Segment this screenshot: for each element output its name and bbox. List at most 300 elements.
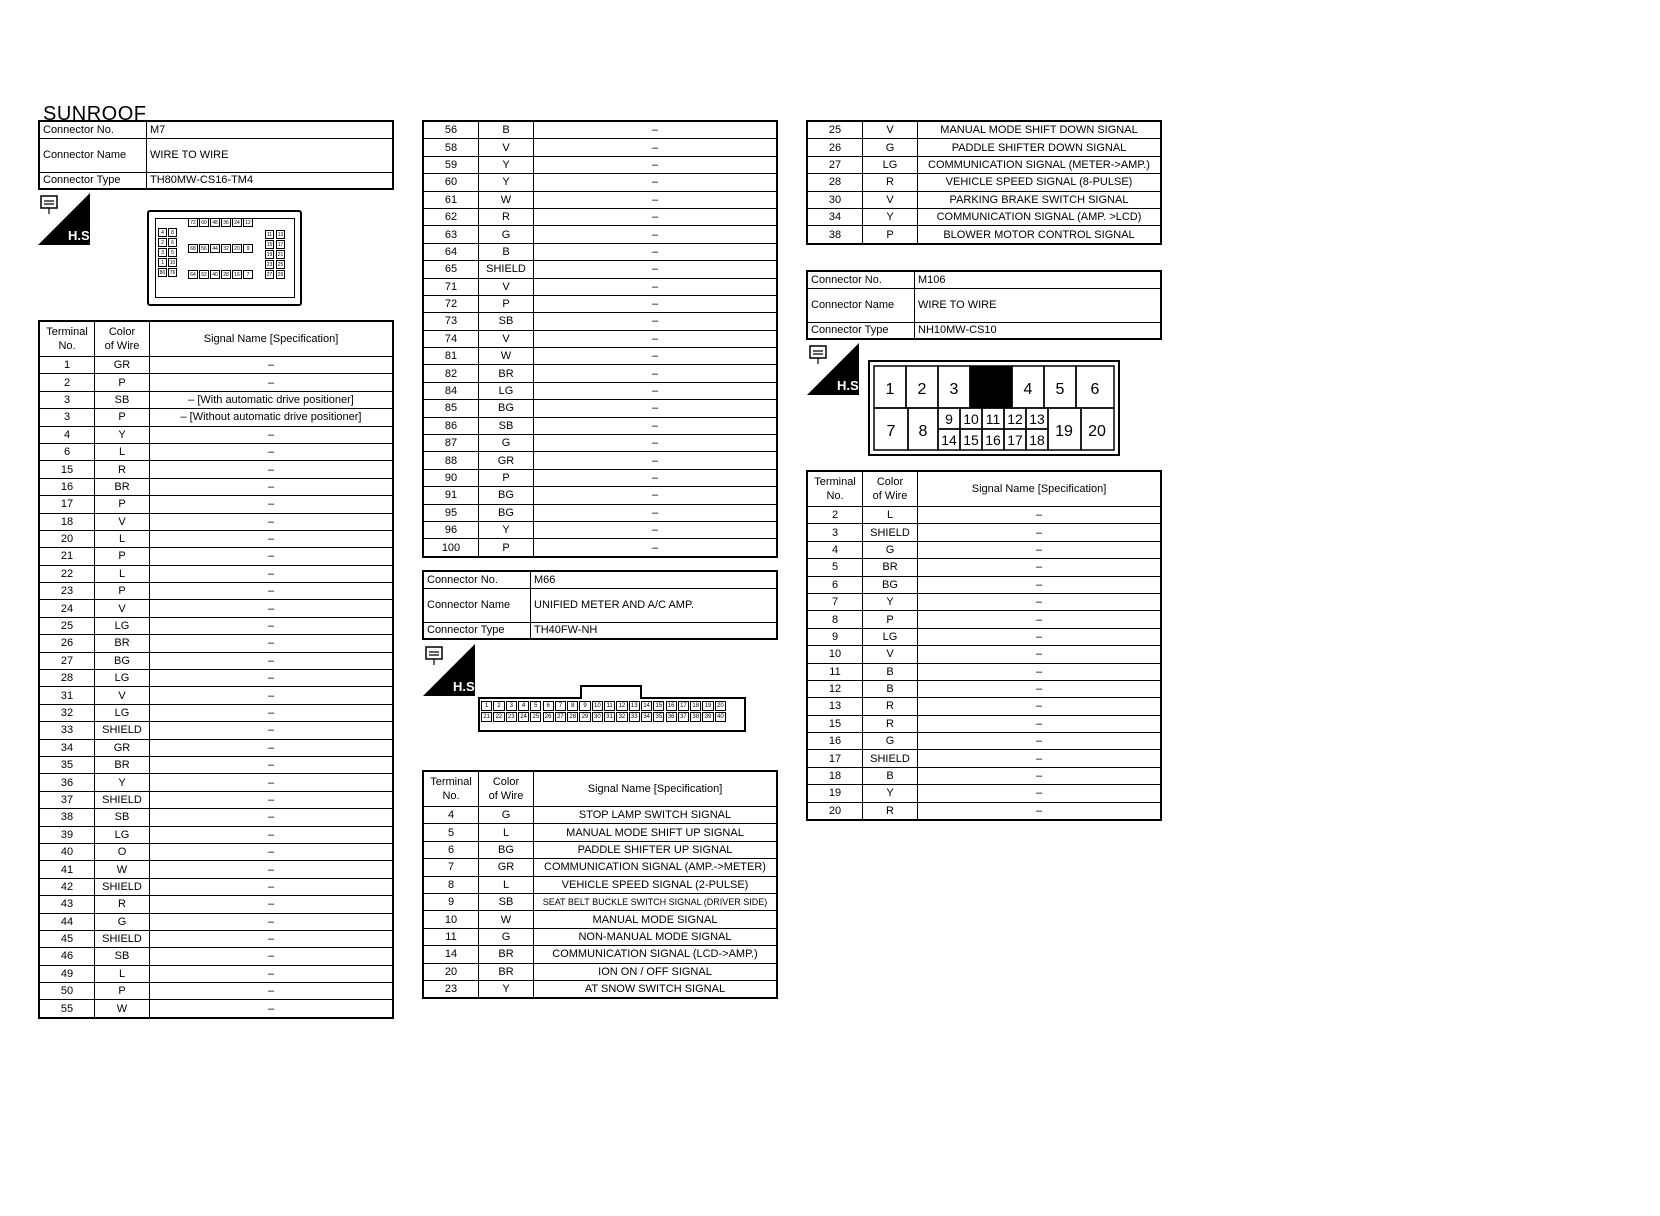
table-row: [807, 767, 1161, 784]
signal-cell: –: [150, 983, 394, 1000]
color-cell: LG: [95, 704, 150, 721]
color-cell: BG: [479, 487, 534, 504]
m66-pin: 33: [629, 712, 640, 722]
m106-pin: 17: [1007, 432, 1023, 448]
signal-cell: –: [150, 548, 394, 565]
color-cell: W: [95, 861, 150, 878]
color-cell: P: [479, 539, 534, 557]
signal-cell: –: [534, 348, 778, 365]
table-row: [423, 295, 777, 312]
m106-pin: 14: [941, 432, 957, 448]
color-cell: G: [479, 928, 534, 945]
color-cell: BG: [95, 652, 150, 669]
m66-pin: 35: [653, 712, 664, 722]
terminal-cell: 44: [39, 913, 95, 930]
connector-name-value: WIRE TO WIRE: [147, 138, 394, 172]
terminal-cell: 50: [39, 983, 95, 1000]
signal-cell: –: [534, 295, 778, 312]
terminal-cell: 63: [423, 226, 479, 243]
m7-pin: 21: [277, 252, 284, 258]
signal-cell: –: [534, 156, 778, 173]
terminal-cell: 19: [807, 785, 863, 802]
color-cell: L: [95, 965, 150, 982]
terminal-cell: 62: [423, 208, 479, 225]
m106-signal-table: [806, 470, 1162, 821]
page-title: SUNROOF: [43, 103, 147, 125]
terminal-cell: 3: [807, 524, 863, 541]
terminal-cell: 56: [423, 121, 479, 139]
m7-pin: 19: [266, 252, 273, 258]
signal-cell: –: [918, 733, 1162, 750]
harness-side-icon: [807, 343, 863, 395]
terminal-cell: 17: [807, 750, 863, 767]
color-cell: Y: [479, 174, 534, 191]
terminal-cell: 61: [423, 191, 479, 208]
table-row: [423, 156, 777, 173]
m7-pin: 52: [199, 270, 209, 279]
color-cell: LG: [863, 156, 918, 173]
terminal-cell: 86: [423, 417, 479, 434]
table-row: [39, 670, 393, 687]
m66-pin: 17: [678, 701, 689, 711]
m106-pin: 13: [1029, 411, 1045, 427]
signal-cell: –: [150, 426, 394, 443]
table-row: [39, 878, 393, 895]
signal-cell: –: [918, 750, 1162, 767]
signal-cell: COMMUNICATION SIGNAL (METER->AMP.): [918, 156, 1162, 173]
signal-cell: BLOWER MOTOR CONTROL SIGNAL: [918, 226, 1162, 244]
color-cell: W: [479, 911, 534, 928]
signal-cell: PADDLE SHIFTER DOWN SIGNAL: [918, 139, 1162, 156]
m7-pin: 68: [188, 244, 198, 253]
m7-pin: 6: [168, 238, 177, 247]
terminal-cell: 4: [39, 426, 95, 443]
terminal-cell: 42: [39, 878, 95, 895]
hs-label: H.S.: [837, 378, 863, 393]
table-row: [39, 617, 393, 634]
table-row: [807, 121, 1161, 139]
signal-cell: –: [918, 611, 1162, 628]
terminal-cell: 14: [423, 946, 479, 963]
color-cell: L: [479, 824, 534, 841]
m7-pin: 64: [188, 270, 198, 279]
m7-pin: 20: [232, 244, 242, 253]
table-row: [423, 191, 777, 208]
terminal-cell: 34: [807, 208, 863, 225]
terminal-cell: 46: [39, 948, 95, 965]
color-cell: P: [95, 583, 150, 600]
m7-pin: 60: [199, 218, 209, 227]
color-cell: LG: [95, 670, 150, 687]
signal-cell: ION ON / OFF SIGNAL: [534, 963, 778, 980]
m66-pin: 32: [616, 712, 627, 722]
table-row: [423, 946, 777, 963]
terminal-cell: 58: [423, 139, 479, 156]
m7-pin: 12: [243, 218, 253, 227]
m66-pin: 27: [555, 712, 566, 722]
table-row: [39, 600, 393, 617]
color-cell: G: [95, 913, 150, 930]
color-cell: L: [95, 530, 150, 547]
signal-cell: –: [918, 698, 1162, 715]
table-row: [423, 417, 777, 434]
terminal-header: Terminal No.: [39, 321, 95, 357]
connector-name-label: Connector Name: [423, 588, 531, 622]
m7-pin: 24: [232, 218, 242, 227]
signal-cell: –: [534, 261, 778, 278]
signal-cell: –: [534, 278, 778, 295]
m66-pin: 37: [678, 712, 689, 722]
m66-pin: 39: [702, 712, 713, 722]
color-cell: V: [95, 687, 150, 704]
terminal-cell: 38: [39, 809, 95, 826]
table-row: [39, 357, 393, 374]
m106-pin: 9: [945, 411, 953, 427]
table-row: [807, 628, 1161, 645]
color-cell: L: [95, 443, 150, 460]
terminal-cell: 21: [39, 548, 95, 565]
harness-side-icon: [38, 193, 94, 245]
signal-cell: –: [918, 646, 1162, 663]
terminal-cell: 10: [423, 911, 479, 928]
table-row: [39, 739, 393, 756]
signal-cell: –: [150, 617, 394, 634]
table-row: [807, 733, 1161, 750]
terminal-cell: 30: [807, 191, 863, 208]
color-cell: P: [95, 374, 150, 391]
signal-cell: –: [918, 524, 1162, 541]
terminal-cell: 11: [423, 928, 479, 945]
table-row: [39, 443, 393, 460]
terminal-cell: 84: [423, 382, 479, 399]
terminal-cell: 15: [807, 715, 863, 732]
table-row: [807, 593, 1161, 610]
table-row: [39, 983, 393, 1000]
signal-cell: –: [534, 174, 778, 191]
connector-name-label: Connector Name: [807, 288, 915, 322]
terminal-cell: 37: [39, 791, 95, 808]
color-cell: BR: [95, 635, 150, 652]
connector-no-label: Connector No.: [807, 271, 915, 288]
signal-cell: –: [150, 722, 394, 739]
table-row: [39, 1000, 393, 1018]
terminal-cell: 25: [39, 617, 95, 634]
terminal-cell: 16: [39, 478, 95, 495]
terminal-cell: 39: [39, 826, 95, 843]
signal-cell: PARKING BRAKE SWITCH SIGNAL: [918, 191, 1162, 208]
signal-cell: –: [534, 243, 778, 260]
color-cell: R: [863, 174, 918, 191]
signal-cell: –: [150, 443, 394, 460]
terminal-cell: 45: [39, 930, 95, 947]
signal-cell: –: [150, 930, 394, 947]
table-row: [39, 548, 393, 565]
terminal-cell: 9: [807, 628, 863, 645]
table-row: [423, 121, 777, 139]
connector-type-value: TH80MW-CS16-TM4: [147, 172, 394, 189]
signal-cell: –: [150, 583, 394, 600]
m66-pin: 36: [666, 712, 677, 722]
table-row: [423, 841, 777, 858]
signal-cell: MANUAL MODE SIGNAL: [534, 911, 778, 928]
terminal-cell: 22: [39, 565, 95, 582]
terminal-cell: 64: [423, 243, 479, 260]
m66-pin: 22: [493, 712, 504, 722]
color-cell: LG: [95, 617, 150, 634]
signal-cell: –: [534, 365, 778, 382]
color-cell: P: [863, 611, 918, 628]
m66-pin: 31: [604, 712, 615, 722]
m7-pin: 32: [221, 244, 231, 253]
m7-pin: 56: [199, 244, 209, 253]
m106-connector-diagram: [868, 360, 1120, 456]
signal-cell: –: [534, 539, 778, 557]
table-row: [423, 980, 777, 998]
color-cell: L: [95, 565, 150, 582]
m106-pin: 7: [886, 423, 896, 440]
signal-cell: –: [918, 663, 1162, 680]
terminal-cell: 8: [807, 611, 863, 628]
m7-pin: 5: [168, 248, 177, 257]
table-row: [39, 496, 393, 513]
color-cell: P: [479, 469, 534, 486]
terminal-cell: 74: [423, 330, 479, 347]
table-row: [423, 911, 777, 928]
m66-pin: 5: [530, 701, 541, 711]
table-row: [807, 208, 1161, 225]
color-cell: P: [95, 983, 150, 1000]
terminal-cell: 95: [423, 504, 479, 521]
signal-header: Signal Name [Specification]: [534, 771, 778, 807]
signal-cell: –: [150, 478, 394, 495]
signal-cell: –: [150, 357, 394, 374]
terminal-cell: 35: [39, 756, 95, 773]
color-cell: V: [863, 646, 918, 663]
m66-pin: 9: [579, 701, 590, 711]
signal-cell: –: [150, 530, 394, 547]
terminal-cell: 10: [807, 646, 863, 663]
table-row: [807, 156, 1161, 173]
table-row: [807, 576, 1161, 593]
signal-cell: –: [534, 469, 778, 486]
color-cell: BR: [95, 756, 150, 773]
m66-pin: 12: [616, 701, 627, 711]
signal-cell: –: [918, 541, 1162, 558]
color-cell: W: [479, 348, 534, 365]
color-cell: W: [95, 1000, 150, 1018]
color-cell: R: [863, 698, 918, 715]
signal-cell: –: [534, 121, 778, 139]
connector-no-value: M7: [147, 121, 394, 138]
terminal-cell: 33: [39, 722, 95, 739]
m7-pin: 80: [159, 270, 166, 276]
m7-pin: 76: [169, 270, 176, 276]
color-cell: V: [479, 330, 534, 347]
table-row: [39, 652, 393, 669]
m106-pin: 2: [917, 381, 927, 398]
table-row: [423, 365, 777, 382]
color-cell: LG: [863, 628, 918, 645]
signal-cell: NON-MANUAL MODE SIGNAL: [534, 928, 778, 945]
table-row: [39, 948, 393, 965]
table-row: [423, 521, 777, 538]
terminal-cell: 38: [807, 226, 863, 244]
color-cell: SHIELD: [95, 791, 150, 808]
table-row: [39, 913, 393, 930]
m7-pin: 44: [210, 244, 220, 253]
signal-cell: –: [534, 330, 778, 347]
table-row: [39, 391, 393, 408]
m66-pin: 21: [481, 712, 492, 722]
connector-no-value: M66: [531, 571, 778, 588]
terminal-cell: 23: [423, 980, 479, 998]
terminal-cell: 60: [423, 174, 479, 191]
table-row: [807, 802, 1161, 820]
terminal-cell: 65: [423, 261, 479, 278]
signal-cell: MANUAL MODE SHIFT UP SIGNAL: [534, 824, 778, 841]
color-cell: BR: [95, 478, 150, 495]
terminal-cell: 85: [423, 400, 479, 417]
color-cell: R: [95, 461, 150, 478]
color-cell: V: [863, 191, 918, 208]
color-cell: P: [95, 496, 150, 513]
terminal-cell: 2: [807, 507, 863, 524]
m66-pin: 29: [579, 712, 590, 722]
m66-pin: 11: [604, 701, 615, 711]
table-row: [423, 400, 777, 417]
signal-cell: VEHICLE SPEED SIGNAL (8-PULSE): [918, 174, 1162, 191]
signal-cell: COMMUNICATION SIGNAL (LCD->AMP.): [534, 946, 778, 963]
m66-signal-table: [422, 770, 778, 999]
terminal-cell: 36: [39, 774, 95, 791]
m106-pin: 18: [1029, 432, 1045, 448]
connector-type-label: Connector Type: [807, 322, 915, 339]
color-cell: BG: [479, 400, 534, 417]
m66-signal-table-continued: [806, 120, 1162, 245]
color-cell: P: [863, 226, 918, 244]
connector-type-label: Connector Type: [423, 622, 531, 639]
signal-cell: VEHICLE SPEED SIGNAL (2-PULSE): [534, 876, 778, 893]
table-row: [807, 226, 1161, 244]
signal-cell: STOP LAMP SWITCH SIGNAL: [534, 807, 778, 824]
color-cell: Y: [479, 521, 534, 538]
table-row: [807, 191, 1161, 208]
terminal-cell: 20: [423, 963, 479, 980]
signal-cell: –: [150, 496, 394, 513]
table-row: [807, 559, 1161, 576]
table-row: [39, 426, 393, 443]
table-row: [423, 208, 777, 225]
signal-cell: –: [150, 896, 394, 913]
terminal-cell: 26: [807, 139, 863, 156]
signal-cell: –: [150, 670, 394, 687]
table-row: [423, 278, 777, 295]
m7-pin: 17: [277, 242, 284, 248]
terminal-cell: 20: [39, 530, 95, 547]
signal-cell: –: [150, 774, 394, 791]
signal-header: Signal Name [Specification]: [150, 321, 394, 357]
terminal-cell: 82: [423, 365, 479, 382]
m66-pin: 38: [690, 712, 701, 722]
color-cell: BR: [479, 963, 534, 980]
m7-pin: 72: [188, 218, 198, 227]
table-row: [39, 513, 393, 530]
terminal-cell: 27: [39, 652, 95, 669]
table-row: [423, 435, 777, 452]
color-cell: B: [863, 767, 918, 784]
hs-label: H.S.: [453, 679, 479, 694]
table-row: [423, 330, 777, 347]
connector-name-label: Connector Name: [39, 138, 147, 172]
m106-pin: 11: [985, 411, 1001, 427]
color-cell: R: [479, 208, 534, 225]
terminal-cell: 4: [423, 807, 479, 824]
signal-cell: –: [534, 521, 778, 538]
table-row: [423, 539, 777, 557]
color-cell: W: [479, 191, 534, 208]
m106-pin: 16: [985, 432, 1001, 448]
table-row: [807, 715, 1161, 732]
terminal-header: Terminal No.: [807, 471, 863, 507]
m106-pin: 8: [918, 423, 928, 440]
m106-pin: 19: [1055, 423, 1073, 440]
table-row: [807, 750, 1161, 767]
m66-pin: 16: [666, 701, 677, 711]
signal-cell: –: [918, 593, 1162, 610]
m66-pin: 26: [543, 712, 554, 722]
terminal-cell: 87: [423, 435, 479, 452]
table-row: [423, 469, 777, 486]
table-row: [39, 583, 393, 600]
table-row: [807, 663, 1161, 680]
color-cell: B: [863, 680, 918, 697]
m66-pin: 20: [715, 701, 726, 711]
terminal-cell: 40: [39, 843, 95, 860]
color-cell: O: [95, 843, 150, 860]
connector-type-value: TH40FW-NH: [531, 622, 778, 639]
table-row: [423, 313, 777, 330]
table-row: [423, 487, 777, 504]
terminal-cell: 6: [39, 443, 95, 460]
terminal-cell: 100: [423, 539, 479, 557]
table-row: [39, 965, 393, 982]
color-cell: R: [863, 715, 918, 732]
m7-pin: 9: [243, 244, 253, 253]
m7-pin: 40: [210, 270, 220, 279]
color-cell: BG: [479, 504, 534, 521]
color-cell: Y: [479, 156, 534, 173]
table-row: [423, 226, 777, 243]
m7-pin: 7: [243, 270, 253, 279]
terminal-cell: 28: [39, 670, 95, 687]
m7-pin: 11: [266, 232, 273, 238]
table-row: [423, 893, 777, 910]
m66-pin: 1: [481, 701, 492, 711]
signal-cell: –: [150, 565, 394, 582]
table-row: [807, 524, 1161, 541]
signal-cell: –: [150, 600, 394, 617]
terminal-cell: 2: [39, 374, 95, 391]
terminal-cell: 91: [423, 487, 479, 504]
signal-cell: –: [918, 785, 1162, 802]
terminal-cell: 72: [423, 295, 479, 312]
table-row: [423, 859, 777, 876]
color-cell: Y: [95, 774, 150, 791]
m66-pin: 25: [530, 712, 541, 722]
table-row: [423, 824, 777, 841]
color-cell: LG: [95, 826, 150, 843]
m66-pin: 24: [518, 712, 529, 722]
